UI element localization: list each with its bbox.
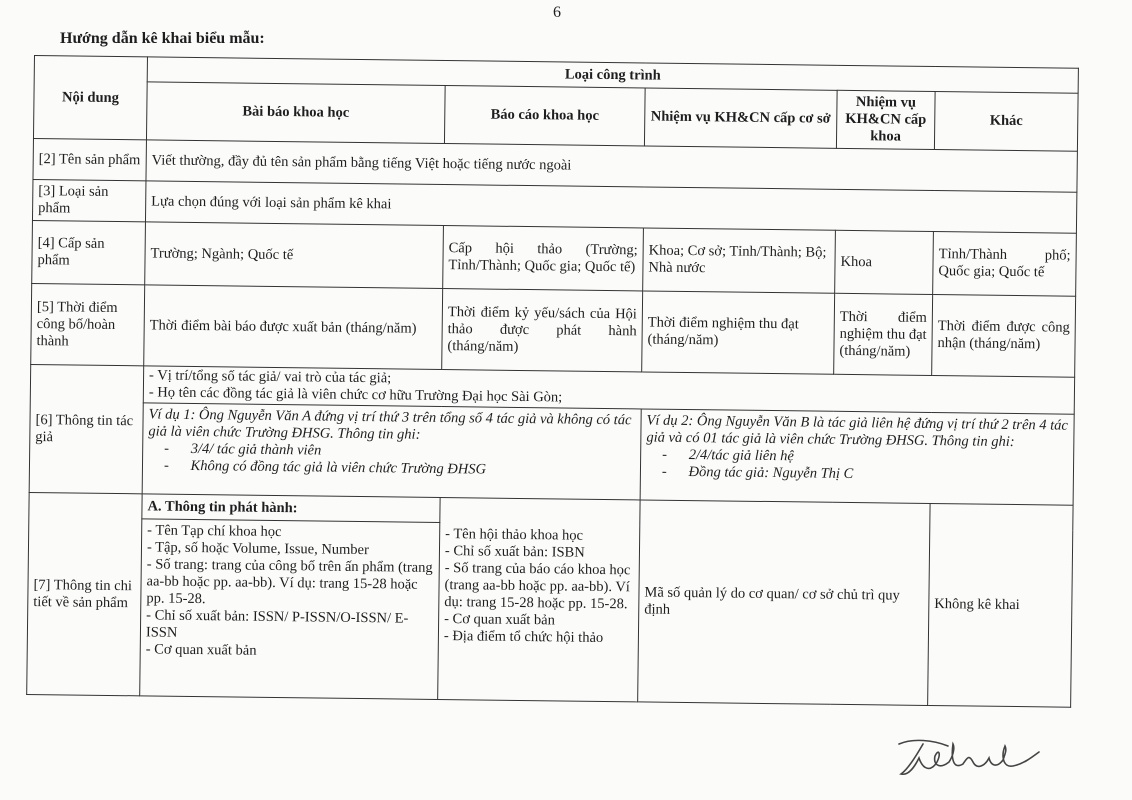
label-thong-tin-chi-tiet: [7] Thông tin chi tiết về sản phẩm — [27, 492, 142, 695]
header-nhiem-vu-khoa: Nhiệm vụ KH&CN cấp khoa — [836, 90, 935, 149]
example-2-item-2: - Đồng tác giả: Nguyễn Thị C — [661, 463, 854, 483]
cap-bai-bao: Trường; Ngành; Quốc tế — [145, 222, 444, 289]
label-cap-san-pham: [4] Cấp sản phẩm — [32, 220, 146, 284]
label-ten-san-pham: [2] Tên sản phẩm — [33, 138, 146, 180]
example-2-item-1: - 2/4/tác giả liên hệ — [662, 446, 794, 465]
example-1 — [142, 403, 641, 500]
bai-bao-item-5: - Cơ quan xuất bản — [145, 641, 257, 659]
thoi-diem-khac: Thời điểm được công nhận (tháng/năm) — [932, 294, 1076, 377]
value-loai-san-pham: Lựa chọn đúng với loại sản phẩm kê khai — [145, 181, 1076, 233]
thoi-diem-nhiem-vu-co-so: Thời điểm nghiệm thu đạt (tháng/năm) — [642, 291, 835, 374]
header-bao-cao: Báo cáo khoa học — [444, 86, 645, 146]
cap-nhiem-vu-co-so: Khoa; Cơ sở; Tỉnh/Thành; Bộ; Nhà nước — [643, 228, 836, 293]
bai-bao-item-4: - Chỉ số xuất bản: ISSN/ P-ISSN/O-ISSN/ E-ISSN — [145, 607, 409, 641]
chi-tiet-khac: Không kê khai — [928, 503, 1073, 707]
bao-cao-item-1: - Tên hội thảo khoa học — [445, 526, 584, 544]
chi-tiet-bao-cao — [438, 497, 640, 701]
label-thong-tin-tac-gia: [6] Thông tin tác giả — [29, 364, 144, 493]
page-heading: Hướng dẫn kê khai biểu mẫu: — [60, 30, 265, 47]
bao-cao-item-2: - Chỉ số xuất bản: ISBN — [444, 543, 585, 561]
chi-tiet-nhiem-vu: Mã số quản lý do cơ quan/ cơ sở chủ trì quy định — [638, 500, 930, 706]
example-2 — [640, 409, 1074, 505]
value-ten-san-pham: Viết thường, đầy đủ tên sản phẩm bằng tiếng Việt hoặc tiếng nước ngoài — [146, 140, 1077, 192]
thoi-diem-nhiem-vu-khoa: Thời điểm nghiệm thu đạt (tháng/năm) — [834, 293, 933, 375]
cap-nhiem-vu-khoa: Khoa — [835, 230, 934, 294]
cap-khac: Tỉnh/Thành phố; Quốc gia; Quốc tế — [933, 232, 1077, 297]
tac-gia-line-2: - Họ tên các đồng tác giả là viên chức cơ hữu Trường Đại học Sài Gòn; — [148, 384, 563, 406]
signature-image — [893, 736, 1043, 780]
page-number: 6 — [553, 4, 561, 21]
guide-table-sheet — [26, 55, 1078, 733]
tac-gia-line-1: - Vị trí/tổng số tác giả/ vai trò của tác giả; — [148, 367, 392, 387]
header-bai-bao: Bài báo khoa học — [146, 82, 445, 144]
bai-bao-item-2: - Tập, số hoặc Volume, Issue, Number — [146, 539, 369, 559]
bao-cao-item-5: - Địa điểm tổ chức hội thảo — [443, 628, 604, 646]
example-2-text: Ví dụ 2: Ông Nguyễn Văn B là tác giả liên hệ đứng vị trí thứ 2 trên 4 tác giả và có 01 tác giả là viên chức Trường ĐHSG. Thông tin ghi: — [646, 412, 1069, 451]
bao-cao-item-3: - Số trang của báo cáo khoa học (trang aa-bb hoặc pp. aa-bb). Ví dụ: trang 15-28 hoặc pp. 15-28. — [444, 560, 631, 613]
bai-bao-item-1: - Tên Tạp chí khoa học — [147, 522, 282, 541]
example-1-text: Ví dụ 1: Ông Nguyễn Văn A đứng vị trí thứ 3 trên tổng số 4 tác giả và không có tác giả là viên chức Trường ĐHSG. Thông tin ghi: — [148, 406, 632, 443]
header-loai-cong-trinh: Loại công trình — [147, 57, 1078, 93]
label-thoi-diem: [5] Thời điểm công bố/hoàn thành — [31, 283, 145, 365]
example-1-item-2: - Không có đồng tác giả là viên chức Trường ĐHSG — [163, 457, 487, 478]
thoi-diem-bai-bao: Thời điểm bài báo được xuất bản (tháng/năm) — [144, 285, 443, 370]
header-noi-dung: Nội dung — [33, 56, 147, 140]
chi-tiet-bai-bao — [140, 519, 440, 700]
header-nhiem-vu-co-so: Nhiệm vụ KH&CN cấp cơ sở — [644, 88, 837, 148]
row-thoi-diem — [31, 283, 1076, 377]
thoi-diem-bao-cao: Thời điểm kỷ yếu/sách của Hội thảo được phát hành (tháng/năm) — [442, 289, 643, 372]
row-tac-gia-examples — [29, 401, 1074, 505]
header-khac: Khác — [934, 92, 1078, 152]
guide-table — [26, 55, 1079, 708]
label-loai-san-pham: [3] Loại sản phẩm — [32, 179, 145, 221]
cap-bao-cao: Cấp hội thảo (Trường; Tỉnh/Thành; Quốc gia; Quốc tế) — [443, 226, 644, 291]
example-1-item-1: - 3/4/ tác giả thành viên — [164, 440, 322, 459]
bao-cao-item-4: - Cơ quan xuất bản — [444, 611, 555, 629]
chi-tiet-subheading: A. Thông tin phát hành: — [142, 494, 440, 523]
bai-bao-item-3: - Số trang: trang của công bố trên ấn phẩm (trang aa-bb hoặc pp. aa-bb). Ví dụ: trang 15-28 hoặc pp. 15-28. — [146, 556, 433, 608]
